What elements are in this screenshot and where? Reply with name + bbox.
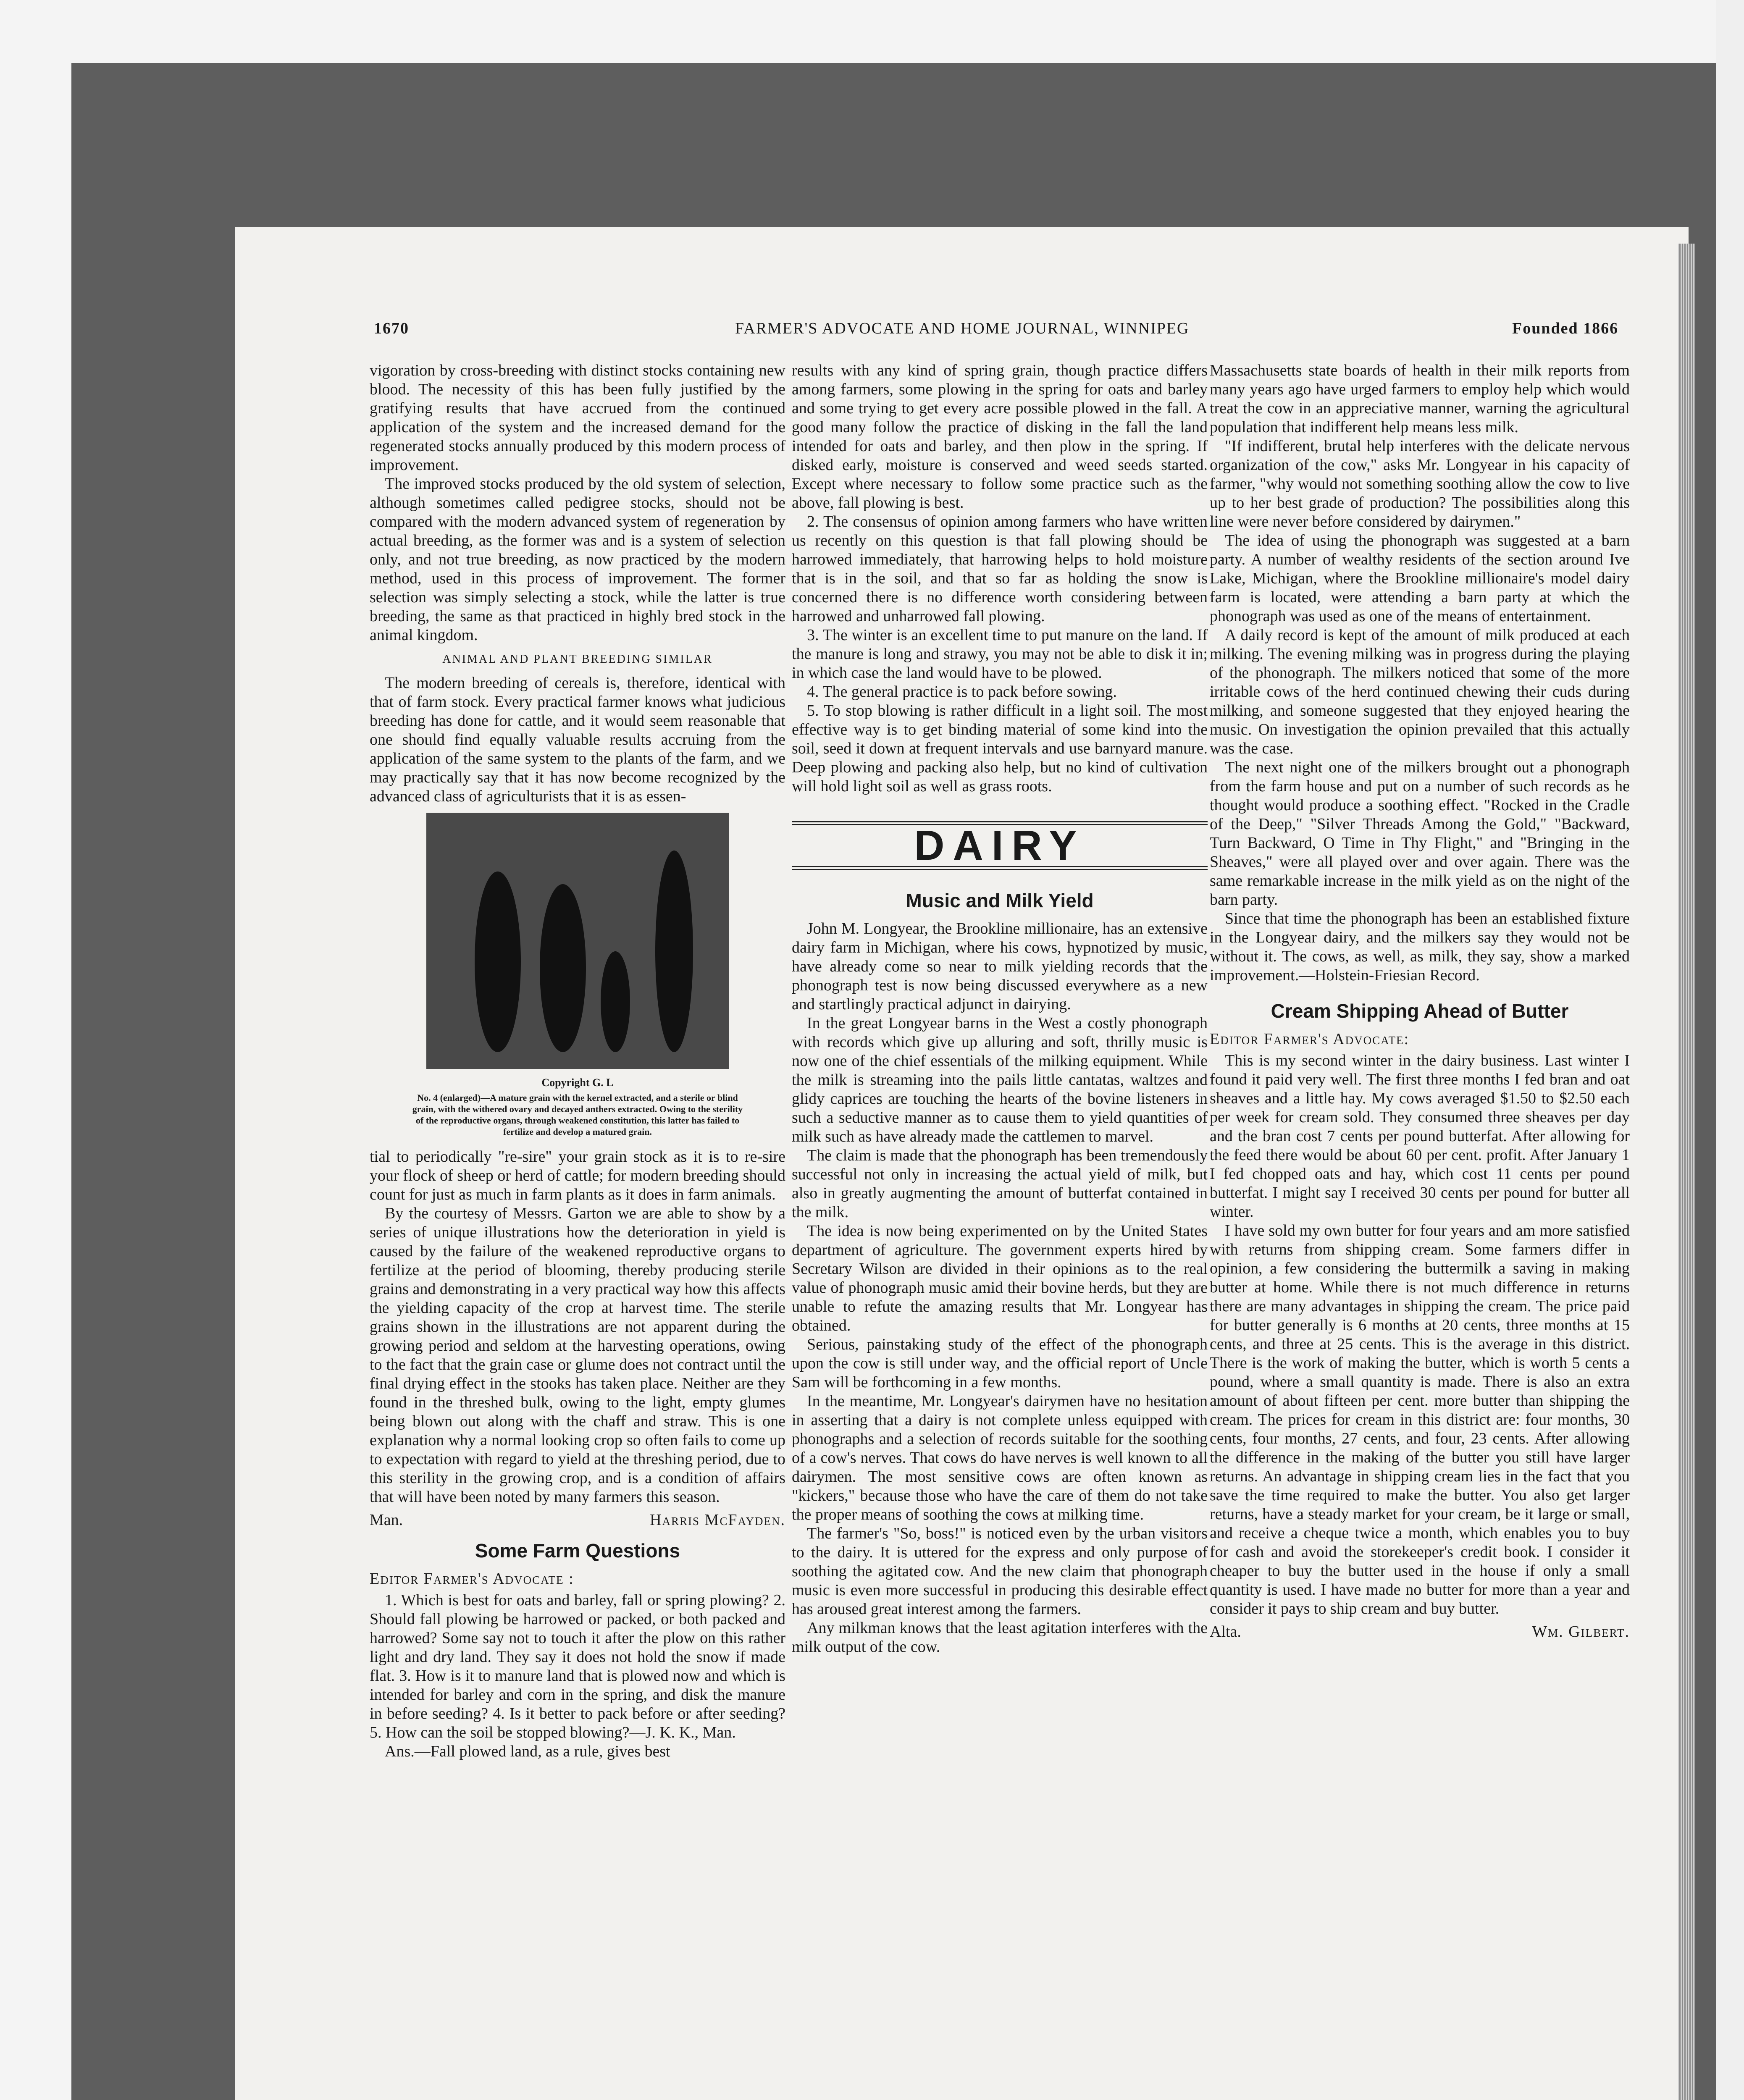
section-title: Cream Shipping Ahead of Butter: [1271, 1000, 1569, 1022]
sterile-grain: [601, 951, 630, 1052]
paragraph: This is my second winter in the dairy business. Last winter I found it paid very well. The first three months I fed bran and oat sheaves and a little hay. My cows averaged $1.50 to $2.50 each per week for cream sold. They consumed three sheaves per day and the bran cost 7 cents per pound butterfat. After allowing for the feed there would be about 60 per cent. profit. After January 1 I fed chopped oats and hay, which cost 11 cents per pound butterfat. I might say I received 30 cents per pound for butter all winter.: [1210, 1052, 1630, 1221]
paragraph: 4. The general practice is to pack before sowing.: [807, 683, 1117, 701]
paragraph: vigoration by cross-breeding with distinct stocks containing new blood. The necessity of this has been fully justified by the gratifying results that have accrued from the continued application of the system and the increased demand for the regenerated stocks annually produced by this modern process of improvement.: [370, 362, 785, 474]
byline-author: Harris McFayden.: [650, 1511, 785, 1529]
paragraph: "If indifferent, brutal help interferes with the delicate nervous organization of the cow," asks Mr. Longyear in his capacity of farmer, "why would not something soothing allow the cow to live up to her best grade of production? The possibilities along this line were never before considered by dairymen.": [1210, 437, 1630, 530]
byline: [370, 1511, 785, 1530]
byline-author: Wm. Gilbert.: [1532, 1623, 1630, 1641]
paragraph: Serious, painstaking study of the effect of the phonograph upon the cow is still under way, and the official report of Uncle Sam will be forthcoming in a few months.: [792, 1336, 1208, 1391]
paragraph: The improved stocks produced by the old system of selection, although sometimes called pedigree stocks, should not be compared with the modern advanced system of regeneration by actual breeding, as the former was and is a system of selection only, and not true breeding, as now practiced by the modern method, used in this process of improvement. The former selection was simply selecting a stock, while the latter is true breeding, the same as that practiced in highly bred stock in the animal kingdom.: [370, 475, 785, 644]
paragraph: In the great Longyear barns in the West a costly phonograph with records which give up alluring and soft, thrilly music is now one of the chief essentials of the milking equipment. While the milk is streaming into the pails little cantatas, waltzes and glidy caprices are touching the hearts of the bovine listeners in such a seductive manner as to cause them to yield quantities of milk such as have already made the cattlemen to marvel.: [792, 1014, 1208, 1145]
column-left: [370, 361, 785, 1761]
page-number: 1670: [374, 320, 409, 337]
grain-kernel: [655, 850, 693, 1052]
scan-border-left: [0, 0, 71, 2100]
founded-note: Founded 1866: [1512, 320, 1619, 337]
figure-credit: Copyright G. L: [541, 1076, 614, 1089]
paragraph: The next night one of the milkers brought out a phonograph from the farm house and put on a number of such records as he thought would produce a soothing effect. "Rocked in the Cradle of the Deep," "Silver Threads Among the Gold," "Backward, Turn Backward, O Time in Thy Flight," and "Bringing in the Sheaves," were all played over and over again. There was the same remarkable increase in the milk yield as on the night of the barn party.: [1210, 759, 1630, 908]
spacer: [792, 796, 1208, 821]
editor-salutation: Editor Farmer's Advocate:: [1210, 1030, 1410, 1048]
dairy-section-banner: DAIRY: [792, 821, 1208, 870]
paragraph: tial to periodically "re-sire" your grain stock as it is to re-sire your flock of sheep or herd of cattle; for modern breeding should count for just as much in farm plants as it does in farm animals.: [370, 1148, 785, 1203]
scan-border-top: [0, 0, 1744, 63]
paragraph: Ans.—Fall plowed land, as a rule, gives best: [385, 1743, 670, 1760]
paragraph: 5. To stop blowing is rather difficult in a light soil. The most effective way is to get binding material of some kind into the soil, seed it down at frequent intervals and use barnyard manure. Deep plowing and packing also help, but no kind of cultivation will hold light soil as well as grass roots.: [792, 702, 1208, 795]
byline: [1210, 1622, 1630, 1641]
paragraph: By the courtesy of Messrs. Garton we are able to show by a series of unique illustrations how the deterioration in yield is caused by the failure of the weakened reproductive organs to fertilize at the period of blooming, thereby producing sterile grains and demonstrating in a very practical way how this affects the yielding capacity of the crop at harvest time. The sterile grains shown in the illustrations are not apparent during the growing period and seldom at the harvesting operations, owing to the fact that the grain case or glume does not contract until the final drying effect in the stooks has taken place. Neither are they found in the threshed bulk, owing to the light, empty glumes being blown out along with the chaff and straw. This is one explanation why a normal looking crop so often fails to come up to expectation with regard to yield at the threshing period, due to this sterility in the growing crop, and is a condition of affairs that will have been noted by many farmers this season.: [370, 1205, 785, 1506]
running-title: FARMER'S ADVOCATE AND HOME JOURNAL, WINNIPEG: [735, 320, 1190, 337]
paragraph: The idea of using the phonograph was suggested at a barn party. A number of wealthy residents of the section around Ive Lake, Michigan, where the Brookline millionaire's model dairy farm is located, were attending a barn party at which the phonograph was used as one of the means of entertainment.: [1210, 532, 1630, 625]
byline-place: Man.: [370, 1511, 403, 1529]
column-middle: [792, 361, 1208, 1656]
paragraph: 3. The winter is an excellent time to put manure on the land. If the manure is long and strawy, you may not be able to disk it in; in which case the land would have to be plowed.: [792, 626, 1208, 682]
section-title: Music and Milk Yield: [906, 890, 1094, 911]
column-right: [1210, 361, 1630, 1650]
figure-caption: No. 4 (enlarged)—A mature grain with the kernel extracted, and a sterile or blind grain, with the withered ovary and decayed anthers extracted. Owing to the sterility of the reproductive organs, through weakened constitution, this latter has failed to fertilize and develop a matured grain.: [412, 1092, 743, 1137]
subheading: ANIMAL AND PLANT BREEDING SIMILAR: [442, 653, 713, 666]
paragraph: Any milkman knows that the least agitation interferes with the milk output of the cow.: [792, 1619, 1208, 1656]
grain-photograph: [426, 813, 729, 1069]
grain-kernel: [540, 884, 586, 1052]
paragraph: The idea is now being experimented on by the United States department of agriculture. The government experts hired by Secretary Wilson are divided in their opinions as to the real value of phonograph music amid their bovine herds, but they are unable to refute the amazing results that Mr. Longyear has obtained.: [792, 1222, 1208, 1334]
paragraph: 1. Which is best for oats and barley, fall or spring plowing? 2. Should fall plowing be harrowed or packed, or both packed and harrowed? Some say not to touch it after the plow on this rather light and dry land. They say it does not hold the snow if made flat. 3. How is it to manure land that is plowed now and which is intended for barley and corn in the spring, and disk the manure in before seeding? 4. Is it better to pack before or after seeding? 5. How can the soil be stopped blowing?—J. K. K., Man.: [370, 1591, 785, 1741]
paragraph: A daily record is kept of the amount of milk produced at each milking. The evening milking was in progress during the playing of the phonograph. The milkers noticed that some of the more irritable cows of the herd continued chewing their cuds during milking, and someone suggested that they enjoyed hearing the music. On investigation the opinion prevailed that this actually was the case.: [1210, 626, 1630, 757]
editor-salutation: Editor Farmer's Advocate :: [370, 1570, 574, 1588]
paragraph: Since that time the phonograph has been an established fixture in the Longyear dairy, and the milkers say they would not be without it. The cows, as well, as milk, they say, show a marked improvement.—Holstein-Friesian Record.: [1210, 910, 1630, 984]
paragraph: The farmer's "So, boss!" is noticed even by the urban visitors to the dairy. It is uttered for the express and only purpose of soothing the agitated cow. And the new claim that phonograph music is even more successful in producing this desirable effect has aroused great interest among the farmers.: [792, 1525, 1208, 1618]
paragraph: I have sold my own butter for four years and am more satisfied with returns from shipping cream. Some farmers differ in opinion, a few considering the buttermilk a saving in making butter at home. While there is not much difference in returns there are many advantages in shipping the cream. The price paid for butter generally is 6 months at 20 cents, three months at 15 cents, and three at 25 cents. This is the average in this district. There is the work of making the butter, which is worth 5 cents a pound, where a small quantity is made. There is also an extra amount of about fifteen per cent. more butter than shipping the cream. The prices for cream in this district are: four months, 30 cents, four months, 27 cents, and four, 23 cents. After allowing the difference in the making of the butter you still have larger returns. An advantage in shipping cream lies in the fact that you save the time required to make the butter. You also get larger returns, have a steady market for your cream, be it large or small, and receive a cheque twice a month, which enables you to buy for cash and avoid the storekeeper's credit book. I consider it cheaper to buy the butter used in the house if only a small quantity is used. I have made no butter for more than a year and consider it pays to ship cream and buy butter.: [1210, 1222, 1630, 1617]
paragraph: 2. The consensus of opinion among farmers who have written us recently on this question is that fall plowing should be harrowed immediately, that harrowing helps to hold moisture that is in the soil, and that so far as holding the snow is concerned there is no difference worth considering between harrowed and unharrowed fall plowing.: [792, 513, 1208, 625]
scan-border-right: [1716, 0, 1744, 2100]
section-title: Some Farm Questions: [475, 1540, 680, 1562]
paragraph: In the meantime, Mr. Longyear's dairymen have no hesitation in asserting that a dairy is not complete unless equipped with phonographs and a selection of records suitable for the soothing of a cow's nerves. That cows do have nerves is well known to all dairymen. The most sensitive cows are often known as "kickers," because those who have the care of them do not take the proper means of soothing the cows at milking time.: [792, 1392, 1208, 1523]
paragraph: The claim is made that the phonograph has been tremendously successful not only in increasing the actual yield of milk, but also in greatly augmenting the amount of butterfat contained in the milk.: [792, 1147, 1208, 1221]
paragraph: The modern breeding of cereals is, therefore, identical with that of farm stock. Every practical farmer knows what judicious breeding has done for cattle, and it would seem reasonable that one should find equally valuable results accruing from the application of the same system to the plants of the farm, and we may practically say that it has now become recognized by the advanced class of agriculturists that it is as essen-: [370, 674, 785, 805]
byline-place: Alta.: [1210, 1623, 1241, 1641]
book-spine: [1678, 244, 1695, 2100]
paragraph: Massachusetts state boards of health in their milk reports from many years ago have urged farmers to employ help which would treat the cow in an appreciative manner, warning the agricultural population that indifferent help means less milk.: [1210, 362, 1630, 436]
paragraph: John M. Longyear, the Brookline millionaire, has an extensive dairy farm in Michigan, where his cows, hypnotized by music, have already come so near to milk yielding records that the phonograph test is now being discussed everywhere as a new and startlingly practical adjunct in dairying.: [792, 920, 1208, 1013]
grain-kernel: [475, 872, 521, 1052]
paragraph: results with any kind of spring grain, though practice differs among farmers, some plowing in the spring for oats and barley and some trying to get every acre possible plowed in the fall. A good many follow the practice of disking in the fall the land intended for oats and barley, and then plow in the spring. If disked early, moisture is conserved and weed seeds started. Except where necessary to follow some practice such as the above, fall plowing is best.: [792, 362, 1208, 512]
